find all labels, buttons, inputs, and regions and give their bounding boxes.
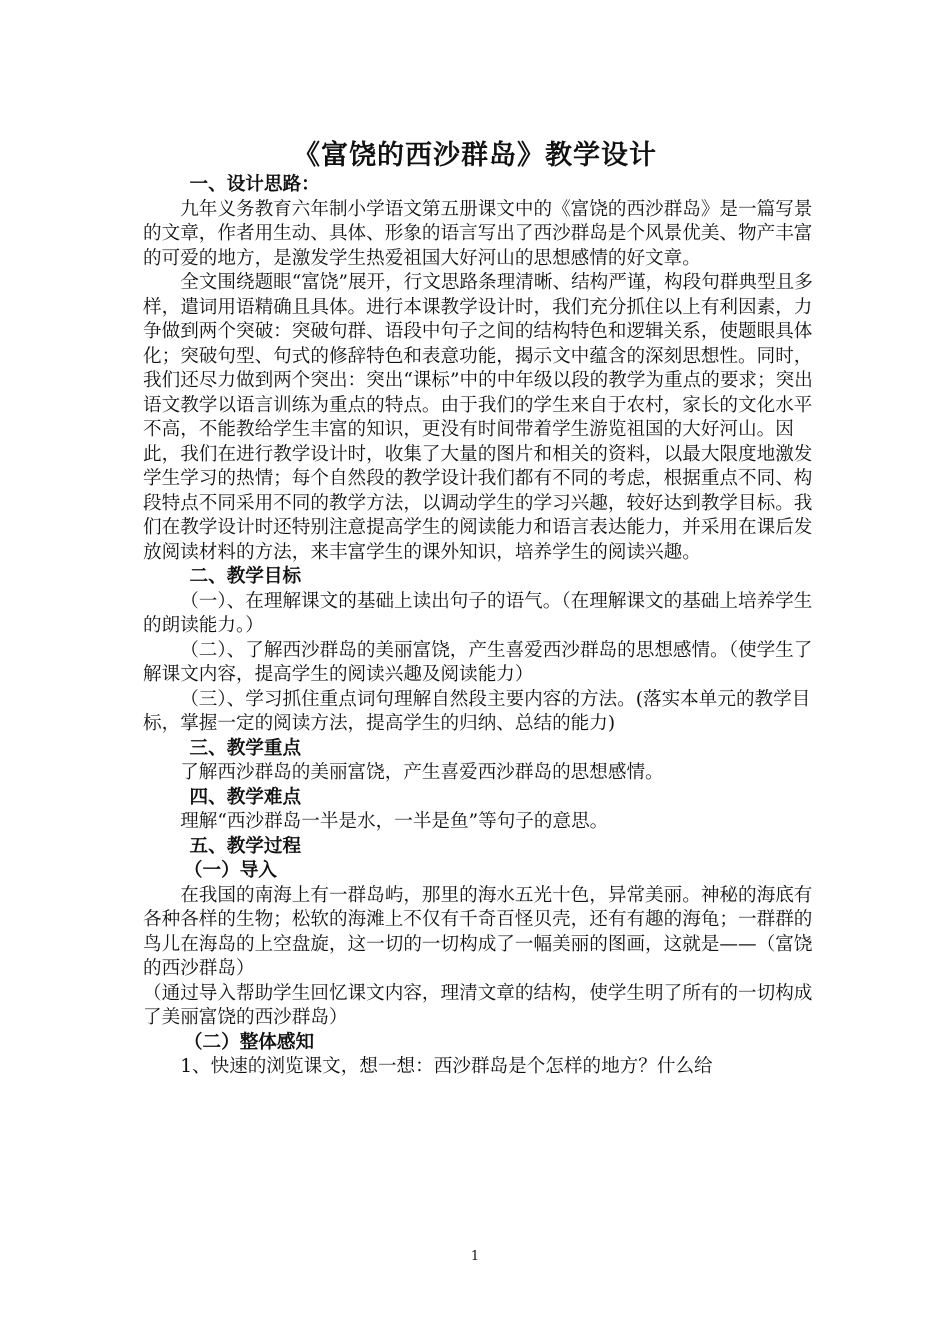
goal-item: （三）、学习抓住重点词句理解自然段主要内容的方法。(落实本单元的教学目标，掌握一定的阅读方法，提高学生的归纳、总结的能力) <box>143 688 811 734</box>
heading-key-points: 三、教学重点 <box>189 737 302 759</box>
goal-item: （二）、了解西沙群岛的美丽富饶，产生喜爱西沙群岛的思想感情。（使学生了解课文内容，提高学生的阅读兴趣及阅读能力） <box>143 639 813 685</box>
subheading-overall-perception: （二）整体感知 <box>183 1031 315 1053</box>
paragraph: 理解“西沙群岛一半是水，一半是鱼”等句子的意思。 <box>180 811 609 832</box>
heading-design-idea: 一、设计思路： <box>189 174 320 195</box>
document-title: 《富饶的西沙群岛》教学设计 <box>293 140 657 171</box>
paragraph: 九年义务教育六年制小学语文第五册课文中的《富饶的西沙群岛》是一篇写景的文章，作者用生动、具体、形象的语言写出了西沙群岛是个风景优美、物产丰富的可爱的地方，是激发学生热爱祖国大好河山的思想感情的好文章。 <box>143 198 813 269</box>
goal-item: （一）、在理解课文的基础上读出句子的语气。（在理解课文的基础上培养学生的朗读能力。） <box>143 590 813 636</box>
document-body <box>143 173 815 1080</box>
subheading-introduction: （一）导入 <box>183 860 277 881</box>
page-number: 1 <box>470 1249 480 1264</box>
heading-difficulties: 四、教学难点 <box>189 786 302 808</box>
paragraph: 了解西沙群岛的美丽富饶，产生喜爱西沙群岛的思想感情。 <box>180 762 664 783</box>
heading-teaching-process: 五、教学过程 <box>189 835 302 857</box>
paragraph: 在我国的南海上有一群岛屿，那里的海水五光十色，异常美丽。神秘的海底有各种各样的生物；松软的海滩上不仅有千奇百怪贝壳，还有有趣的海龟；一群群的鸟儿在海岛的上空盘旋，这一切的一切构成了一幅美丽的图画，这就是——（富饶的西沙群岛） <box>143 884 813 979</box>
paragraph: 全文围绕题眼“富饶”展开，行文思路条理清晰、结构严谨，构段句群典型且多样，遣词用语精确且具体。进行本课教学设计时，我们充分抓住以上有利因素，力争做到两个突破：突破句群、语段中句子之间的结构特色和逻辑关系，使题眼具体化；突破句型、句式的修辞特色和表意功能，揭示文中蕴含的深刻思想性。同时，我们还尽力做到两个突出：突出“课标”中的中年级以段的教学为重点的要求；突出语文教学以语言训练为重点的特点。由于我们的学生来自于农村，家长的文化水平不高，不能教给学生丰富的知识，更没有时间带着学生游览祖国的大好河山。因此，我们在进行教学设计时，收集了大量的图片和相关的资料，以最大限度地激发学生学习的热情；每个自然段的教学设计我们都有不同的考虑，根据重点不同、构段特点不同采用不同的教学方法，以调动学生的学习兴趣，较好达到教学目标。我们在教学设计时还特别注意提高学生的阅读能力和语言表达能力，并采用在课后发放阅读材料的方法，来丰富学生的课外知识，培养学生的阅读兴趣。 <box>143 272 813 563</box>
paragraph-note: （通过导入帮助学生回忆课文内容，理清文章的结构，使学生明了所有的一切构成了美丽富饶的西沙群岛） <box>143 982 813 1028</box>
heading-teaching-goals: 二、教学目标 <box>189 566 302 587</box>
paragraph: 1、快速的浏览课文，想一想：西沙群岛是个怎样的地方？什么给 <box>180 1056 713 1077</box>
